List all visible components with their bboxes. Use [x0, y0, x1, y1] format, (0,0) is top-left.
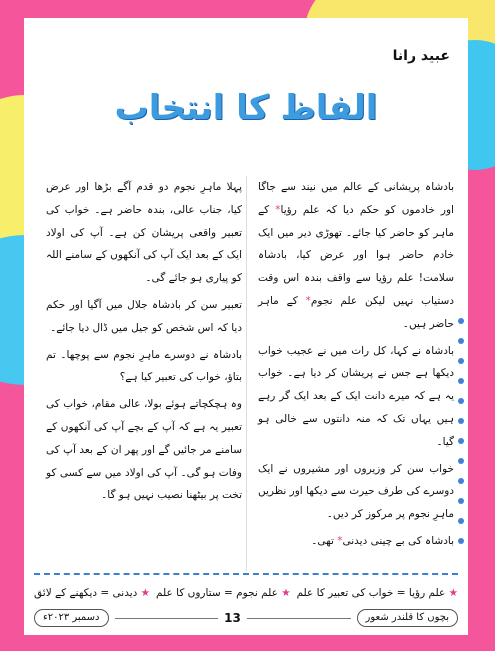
footnote: ★ دیدنی = دیکھنے کے لائق	[34, 587, 151, 599]
page-title: الفاظ کا انتخاب	[114, 88, 378, 128]
paragraph: خواب سن کر وزیروں اور مشیروں نے ایک دوسرے کی طرف حیرت سے دیکھا اور نظریں ماہرِ نجوم پر مرکوز کر دیں۔	[258, 462, 454, 521]
left-column	[46, 176, 242, 511]
star-icon: ★	[140, 587, 151, 599]
footnote: ★ علم رؤیا = خواب کی تعبیر کا علم	[296, 587, 458, 599]
star-icon: ★	[448, 587, 458, 599]
paragraph: تعبیر سن کر بادشاہ جلال میں آگیا اور حکم دیا کہ اس شخص کو جیل میں ڈال دیا جائے۔	[46, 298, 242, 334]
page-card	[24, 18, 468, 635]
footnote-divider	[34, 573, 458, 575]
paragraph: بادشاہ کی بے چینی دیدنی* تھی۔	[311, 534, 454, 547]
footer-rule	[247, 618, 351, 619]
decorative-dots	[458, 318, 466, 558]
column-divider	[246, 176, 247, 571]
author-name: عبید رانا	[392, 48, 450, 64]
page-number: 13	[224, 611, 241, 625]
star-icon: ★	[281, 587, 291, 599]
footnotes	[34, 583, 458, 603]
issue-date: دسمبر ۲۰۲۳ء	[34, 609, 109, 627]
paragraph: پہلا ماہرِ نجوم دو قدم آگے بڑھا اور عرض کیا، جناب عالی، بندہ حاضر ہے۔ خواب کی تعبیر واقعی پریشان کن ہے۔ آپ کی اولاد ایک کے بعد ایک آپ کی آنکھوں کے سامنے اللہ کو پیاری ہو جائے گی۔	[46, 181, 242, 285]
footnote: ★ علم نجوم = ستاروں کا علم	[156, 587, 291, 599]
paragraph: وہ ہچکچاتے ہوئے بولا، عالی مقام، خواب کی تعبیر یہ ہے کہ آپ کے بچے آپ کی آنکھوں کے سامنے مر جائیں گے اور پھر ان کے بعد آپ کی وفات ہو گی۔ آپ کی اولاد میں سے کسی کو تخت پر بیٹھنا نصیب نہیں ہو گا۔	[46, 398, 242, 502]
magazine-name: بچوں کا قلندر شعور	[357, 609, 458, 627]
paragraph: بادشاہ نے دوسرے ماہرِ نجوم سے پوچھا۔ تم بتاؤ، خواب کی تعبیر کیا ہے؟	[46, 348, 242, 384]
right-column	[258, 176, 454, 557]
paragraph: بادشاہ پریشانی کے عالم میں نیند سے جاگا اور خادموں کو حکم دیا کہ علم رؤیا* کے ماہر کو حاضر کیا جائے۔ تھوڑی دیر میں ایک خادم حاضر ہوا اور عرض کیا، بادشاہ سلامت! علم رؤیا سے واقف بندہ اس وقت دستیاب نہیں لیکن علم نجوم* کے ماہر حاضر ہیں۔	[258, 181, 454, 330]
paragraph: بادشاہ نے کہا، کل رات میں نے عجیب خواب دیکھا ہے جس نے پریشان کر دیا ہے۔ خواب یہ ہے کہ میرے دانت ایک کے بعد ایک گر رہے ہیں یہاں تک کہ منہ دانتوں سے خالی ہو گیا۔	[258, 344, 454, 448]
footer-rule	[115, 618, 219, 619]
page-footer	[34, 610, 458, 626]
